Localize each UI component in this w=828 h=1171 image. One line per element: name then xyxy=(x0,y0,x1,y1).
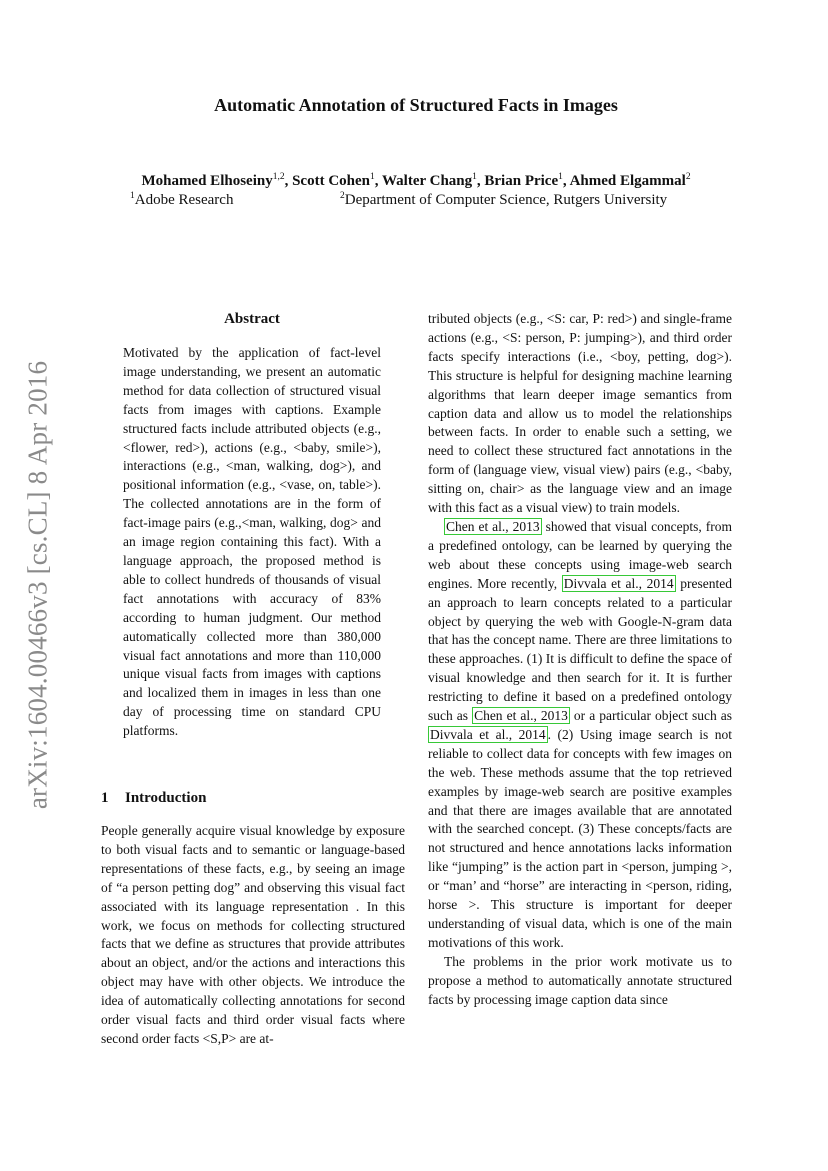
author-list: Mohamed Elhoseiny$^{1,2}$, Scott Cohen$^1$, Walter Chang$^1$, Brian Price$^1$, Ahmed Elgammal$^2$ xyxy=(141,172,691,189)
citation-divvala-2014[interactable]: Divvala et al., 2014 xyxy=(563,575,674,591)
author: Brian Price$^1$ xyxy=(484,172,563,189)
citation-divvala-2014[interactable]: Divvala et al., 2014 xyxy=(430,726,546,742)
affiliation-rutgers: $^2$Department of Computer Science, Rutgers University xyxy=(340,191,668,208)
author: Mohamed Elhoseiny$^{1,2}$ xyxy=(141,172,285,189)
affiliation-adobe: $^1$Adobe Research xyxy=(130,191,234,208)
section-heading-introduction: 1 Introduction xyxy=(101,790,207,806)
author: Scott Cohen$^1$ xyxy=(292,172,375,189)
intro-paragraph-1-continued: tributed objects (e.g., <S: car, P: red>) and single-frame actions (e.g., <S: person, P: jumping>), and third order facts specify interactions (i.e., <boy, petting, dog>). This structure is helpful for designing machine learning algorithms that learn deeper image semantics from caption data and allow us to model the relationships between facts. In order to enable such a setting, we need to collect these structured fact annotations in the form of (language view, visual view) pairs (e.g., <baby, sitting on, chair> as the language view and an image with this fact as a visual view) to train models. xyxy=(428,311,732,516)
right-column xyxy=(428,310,732,1010)
abstract-heading: Abstract xyxy=(224,311,280,327)
paper-title: Automatic Annotation of Structured Facts in Images xyxy=(214,95,618,115)
abstract-body: Motivated by the application of fact-level image understanding, we present an automatic method for data collection of structured visual facts from images with captions. Example structured facts include attributed objects (e.g., <flower, red>), actions (e.g., <baby, smile>), interactions (e.g., <man, walking, dog>), and positional information (e.g., <vase, on, table>). The collected annotations are in the form of fact-image pairs (e.g.,<man, walking, dog> and an image region containing this fact). With a language approach, the proposed method is able to collect hundreds of thousands of visual fact annotations with accuracy of 83% according to human judgment. Our method automatically collected more than 380,000 visual fact annotations and more than 110,000 unique visual facts from images with captions and localized them in images in less than one day of processing time on standard CPU platforms. xyxy=(123,345,381,739)
intro-paragraph-1: People generally acquire visual knowledge by exposure to both visual facts and to semantic or language-based representations of these facts, e.g., by seeing an image of “a person petting dog” and observing this visual fact associated with its language representation . In this work, we focus on methods for collecting structured facts that we define as structures that provide attributes about an object, and/or the actions and interactions this object may have with other objects. We introduce the idea of automatically collecting annotations for second order visual facts and third order visual facts where second order facts <S,P> are at- xyxy=(101,823,405,1046)
intro-paragraph-2: Chen et al., 2013 showed that visual concepts, from a predefined ontology, can be learned by querying the web about these concepts using image-web search engines. More recently, Divvala et al., 2014 presented an approach to learn concepts related to a particular object by querying the web with Google-N-gram data that has the concept name. There are three limitations to these approaches. (1) It is difficult to define the space of visual knowledge and then search for it. It is further restricting to define it based on a predefined ontology such as Chen et al., 2013 or a particular object such as Divvala et al., 2014 . (2) Using image search is not reliable to collect data for concepts with few images on the web. These methods assume that the top retrieved examples by image-web search are positive examples and that there are images available that are annotated with the searched concept. (3) These concepts/facts are not structured and hence annotations lacks information like “jumping” is the action part in <person, jumping >, or “man’ and “horse” are interacting in <person, riding, horse >. This structure is important for deeper understanding of visual data, which is one of the main motivations of this work. xyxy=(428,518,733,950)
intro-paragraph-3: The problems in the prior work motivate us to propose a method to automatically annotate structured facts by processing image caption data since xyxy=(428,953,732,1007)
citation-chen-2013[interactable]: Chen et al., 2013 xyxy=(474,708,568,724)
author: Walter Chang$^1$ xyxy=(381,172,477,189)
citation-chen-2013[interactable]: Chen et al., 2013 xyxy=(446,518,540,534)
author: Ahmed Elgammal$^2$ xyxy=(569,172,691,189)
arxiv-stamp: arXiv:1604.00466v3 [cs.CL] 8 Apr 2016 xyxy=(22,360,53,810)
